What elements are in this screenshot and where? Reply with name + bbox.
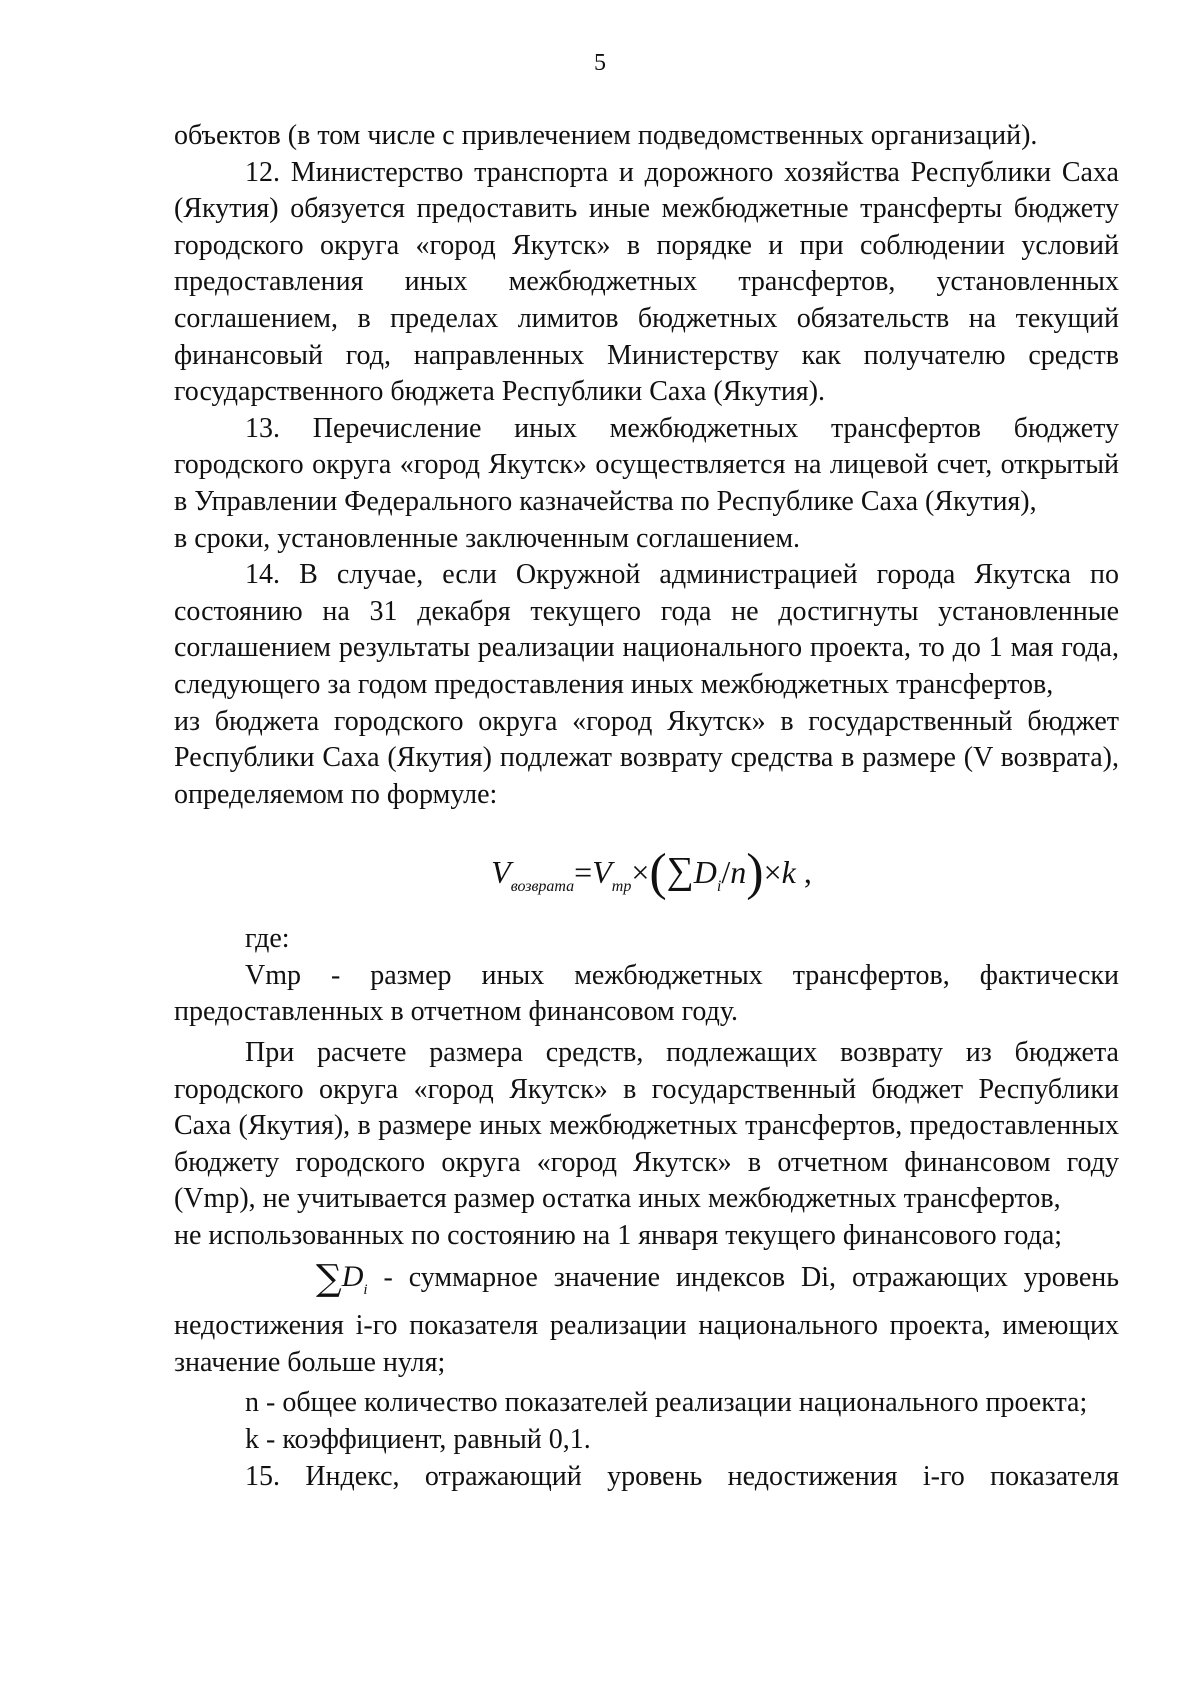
formula-comma: , bbox=[795, 854, 812, 891]
paragraph-12-last-line: государственного бюджета Республики Саха (Якутия). bbox=[174, 376, 826, 408]
sum-di-d: D bbox=[341, 1259, 364, 1293]
paragraph-14 bbox=[174, 557, 1119, 703]
formula-v-subscript: возврата bbox=[510, 878, 575, 896]
definition-vmp-text: Vmp - размер иных межбюджетных трансфертов, фактически bbox=[245, 959, 1119, 991]
paragraph-14-last-line: трансфертов, bbox=[896, 668, 1054, 700]
paragraph-calculation-wrap: межбюджетных трансфертов, bbox=[708, 1183, 1061, 1215]
definition-k: k - коэффициент, равный 0,1. bbox=[245, 1424, 591, 1455]
paragraph-14-return-last-line: возврата), определяемом по формуле: bbox=[174, 742, 1119, 810]
formula-n: n bbox=[730, 854, 747, 891]
definition-sum-di-text: - суммарное значение индексов Di, отражающих уровень недостижения i-го показателя реализации национального проекта, имеющих bbox=[174, 1261, 1119, 1342]
formula-vt-subscript: тр bbox=[611, 878, 632, 896]
formula-v: V bbox=[491, 854, 511, 891]
paragraph-calculation-text: При расчете размера средств, подлежащих возврату из бюджета городского округа «город Якутск» в государственный бюджет Республики Саха (Якутия), в размере иных межбюджетных трансфертов, предоставленных бюджету городского округа «город Якутск» в отчетном финансовом году (Vmp), не учитывается размер остатка иных bbox=[174, 1037, 1119, 1215]
paragraph-12-text: 12. Министерство транспорта и дорожного хозяйства Республики Саха (Якутия) обязуется предоставить иные межбюджетные трансферты бюджету городского округа «город Якутск» в порядке и при соблюдении условий предоставления иных межбюджетных трансфертов, установленных соглашением, в пределах лимитов бюджетных обязательств на текущий финансовый год, направленных Министерству как получателю средств bbox=[174, 156, 1119, 371]
formula-times-2: × bbox=[763, 854, 782, 891]
paragraph-13 bbox=[174, 411, 1119, 521]
formula-open-paren: ( bbox=[649, 844, 667, 902]
where-label: где: bbox=[245, 923, 290, 955]
formula-slash: / bbox=[721, 854, 731, 891]
paragraph-14-return-text: из бюджета городского округа «город Якутск» в государственный бюджет Республики Саха (Якутия) подлежат возврату средства в размере (V bbox=[174, 705, 1119, 774]
sum-di-subscript: i bbox=[363, 1281, 368, 1298]
paragraph-15: 15. Индекс, отражающий уровень недостижения i-го показателя bbox=[245, 1460, 1119, 1492]
formula-k: k bbox=[781, 854, 796, 891]
document-body bbox=[174, 118, 1119, 1495]
return-formula bbox=[174, 831, 1119, 911]
definition-sum-di bbox=[174, 1259, 1119, 1382]
formula-sigma: ∑ bbox=[666, 850, 694, 893]
paragraph-calculation-tail: не использованных по состоянию на 1 января текущего финансового года; bbox=[174, 1220, 1063, 1252]
page-number: 5 bbox=[594, 50, 606, 76]
paragraph-14-return bbox=[174, 704, 1119, 814]
paragraph-calculation bbox=[174, 1035, 1119, 1218]
paragraph-13-text: 13. Перечисление иных межбюджетных трансфертов бюджету городского округа «город Якутск» осуществляется на лицевой счет, открытый в Управлении Федерального казначейства по Республике Саха bbox=[174, 412, 1119, 517]
sum-di-sigma: ∑ bbox=[316, 1257, 342, 1299]
formula-d: D bbox=[693, 854, 717, 891]
definition-vmp-last-line: предоставленных в отчетном финансовом году. bbox=[174, 996, 739, 1028]
paragraph-13-last-line: (Якутия), bbox=[925, 485, 1037, 517]
definition-vmp bbox=[174, 958, 1119, 1031]
formula-close-paren: ) bbox=[746, 844, 764, 902]
formula-times-1: × bbox=[631, 854, 650, 891]
paragraph-14-text: 14. В случае, если Окружной администрацией города Якутска по состоянию на 31 декабря текущего года не достигнуты установленные соглашением результаты реализации национального проекта, то до 1 мая года, следующего за годом предоставления иных межбюджетных bbox=[174, 559, 1119, 700]
paragraph-13-deadline: в сроки, установленные заключенным соглашением. bbox=[174, 522, 801, 554]
paragraph-12 bbox=[174, 155, 1119, 411]
paragraph-continuation: объектов (в том числе с привлечением подведомственных организаций). bbox=[174, 120, 1038, 151]
definition-n: n - общее количество показателей реализации национального проекта; bbox=[245, 1387, 1088, 1419]
formula-vt: V bbox=[592, 854, 612, 891]
formula-equals: = bbox=[574, 854, 593, 891]
formula-d-subscript: i bbox=[716, 878, 722, 896]
definition-sum-di-last-line: значение больше нуля; bbox=[174, 1346, 446, 1378]
